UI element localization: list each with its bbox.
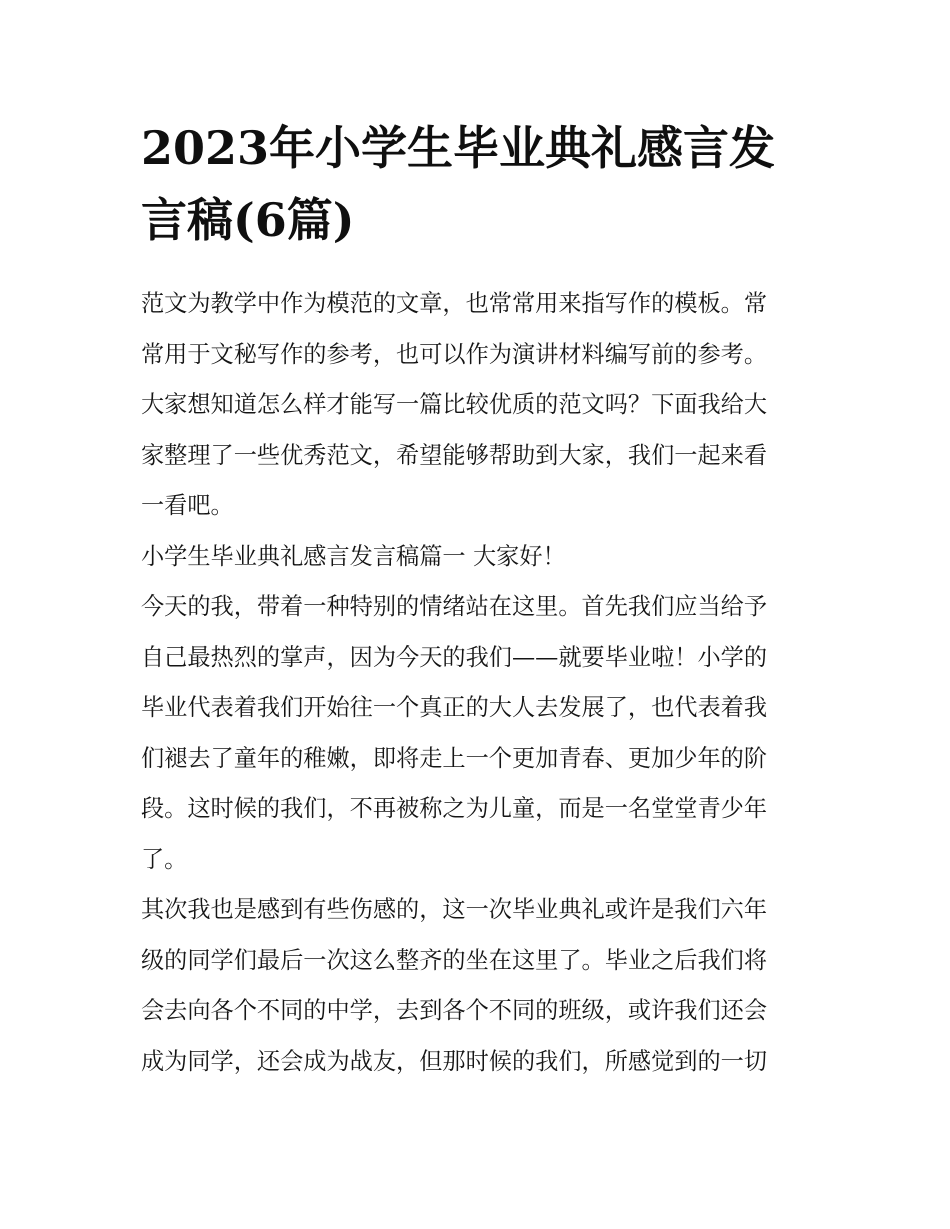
document-title — [141, 112, 811, 256]
title-line: 2023年小学生毕业典礼感言发 — [141, 121, 776, 175]
title-line: 言稿(6篇) — [141, 193, 355, 247]
text-line: 会去向各个不同的中学，去到各个不同的班级，或许我们还会 — [141, 997, 768, 1024]
text-line: 自己最热烈的掌声，因为今天的我们——就要毕业啦！小学的 — [141, 643, 768, 671]
text-line: 成为同学，还会成为战友，但那时候的我们，所感觉到的一切 — [141, 1047, 768, 1075]
text-line: 其次我也是感到有些伤感的，这一次毕业典礼或许是我们六年 — [141, 896, 768, 923]
text-line: 常用于文秘写作的参考，也可以作为演讲材料编写前的参考。 — [141, 340, 768, 368]
text-line: 今天的我，带着一种特别的情绪站在这里。首先我们应当给予 — [141, 593, 768, 620]
speech-paragraph-1 — [141, 582, 811, 885]
intro-paragraph — [141, 279, 811, 532]
text-line: 段。这时候的我们，不再被称之为儿童，而是一名堂堂青少年 — [141, 795, 768, 822]
document-content — [141, 112, 811, 1087]
section-heading — [141, 532, 811, 583]
text-line: 级的同学们最后一次这么整齐的坐在这里了。毕业之后我们将 — [141, 946, 768, 974]
text-line: 大家想知道怎么样才能写一篇比较优质的范文吗？下面我给大 — [141, 391, 768, 418]
text-line: 毕业代表着我们开始往一个真正的大人去发展了，也代表着我 — [141, 694, 768, 721]
text-line: 一看吧。 — [141, 492, 234, 519]
speech-paragraph-2 — [141, 885, 811, 1087]
text-line: 范文为教学中作为模范的文章，也常常用来指写作的模板。常 — [141, 290, 768, 317]
text-line: 了。 — [141, 845, 188, 873]
text-line: 家整理了一些优秀范文，希望能够帮助到大家，我们一起来看 — [141, 441, 768, 469]
text-line: 们褪去了童年的稚嫩，即将走上一个更加青春、更加少年的阶 — [141, 744, 768, 772]
document-body — [141, 279, 811, 1087]
text-line: 小学生毕业典礼感言发言稿篇一 大家好！ — [141, 542, 566, 570]
